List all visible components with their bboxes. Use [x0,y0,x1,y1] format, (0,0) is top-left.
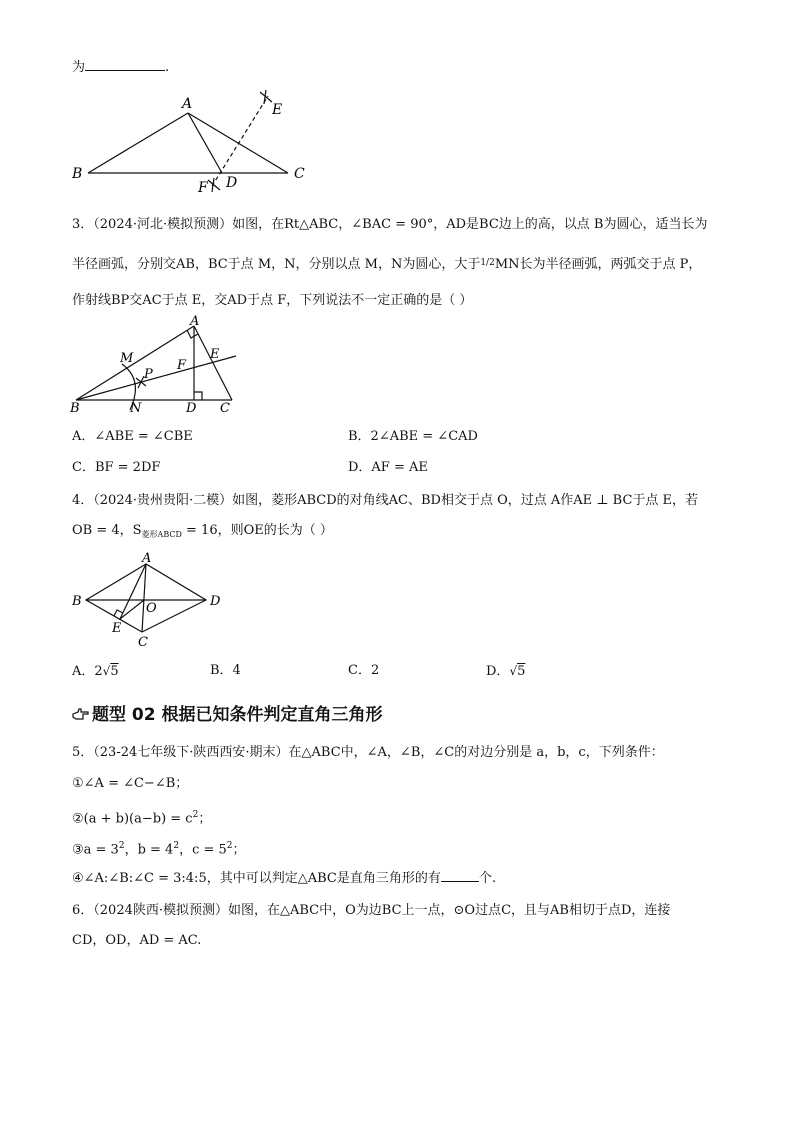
label-f: F [198,180,208,196]
sqrt-icon: √ [102,664,111,678]
q5-condition-2: ②(a + $b)(a-b) = c^2$； [72,810,212,827]
q4-line-2: OB = 4，$S_{菱形ABCD} = 16$，则OE的长为（ ） [72,523,333,539]
figure-1-triangle [60,88,320,198]
label-c: C [294,166,305,182]
label-e: E [272,102,283,118]
label-p: P [144,367,153,382]
segment-oe [120,600,144,619]
label-d: D [226,175,238,191]
q3-option-a[interactable]: A．∠ABE = ∠CBE [72,429,193,444]
answer-line: 为 . [72,60,170,75]
answer-blank [85,58,165,71]
segment-ac [194,326,232,400]
q5-line-1: 5．（23-24七年级下·陕西西安·期末）在△ABC中，∠A，∠B，∠C的对边分别是 a，b，c，下列条件： [72,745,664,760]
label-e: E [112,621,122,636]
segment-ac [188,113,288,173]
fraction-half: 1/2 [480,258,495,268]
q4-option-d[interactable]: D．√5 [486,664,526,679]
label-b: B [72,594,82,609]
q6-line-1: 6．（2024陕西·模拟预测）如图，在△ABC中，O为边BC上一点，⊙O过点C，且与AB相切于点D，连接 [72,903,671,918]
q4-option-c[interactable]: C．2 [348,663,380,678]
label-n: N [130,401,142,416]
q5-condition-1: ①∠A = ∠C−∠B； [72,776,189,791]
q3-line-2: 半径画弧，分别交AB，BC于点 M，N，分别以点 M，N为圆心，大于$^{1/2}$MN长为半径画弧，两弧交于点 P， [72,257,702,272]
figure-2-right-triangle [60,314,260,418]
q5-condition-3: ③a = $3^2$，$b = 4^2$，$c = 5^2$； [72,841,246,858]
q3-option-c[interactable]: C．BF = 2DF [72,460,161,475]
q3-option-d[interactable]: D．AF = AE [348,460,428,475]
label-f: F [177,358,187,373]
segment-ad [188,113,222,173]
subscript-rhombus: 菱形ABCD [141,530,182,539]
q6-line-2: CD，OD，AD = AC. [72,933,202,948]
label-d: D [186,401,197,416]
label-d: D [210,594,221,609]
q4-option-b[interactable]: B．4 [210,663,241,678]
q3-option-b[interactable]: B．2∠ABE = ∠CAD [348,429,478,444]
answer-blank [441,869,479,882]
label-a: A [182,96,193,112]
right-angle-d [194,392,202,400]
q3-line-3: 作射线BP交AC于点 E，交AD于点 F，下列说法不一定正确的是（ ） [72,293,473,308]
label-b: B [70,401,80,416]
q4-line-1: 4．（2024·贵州贵阳·二模）如图，菱形ABCD的对角线AC、BD相交于点 O，过点 A作AE ⊥ BC于点 E，若 [72,493,699,508]
label-m: M [120,351,134,366]
diagonal-ac [142,564,146,632]
q5-condition-4: ④∠A:∠B:∠C = 3:4:5，其中可以判定△ABC是直角三角形的有 个. [72,871,496,886]
label-c: C [220,401,230,416]
q4-option-a[interactable]: A．2√5 [72,664,119,679]
sqrt-icon: √ [509,664,518,678]
q3-line-1: 3．（2024·河北·模拟预测）如图，在Rt△ABC，∠BAC = 90°，AD是BC边上的高，以点 B为圆心，适当长为 [72,217,708,232]
label-a: A [142,552,152,566]
label-b: B [72,166,83,182]
ray-bp [76,356,236,400]
label-a: A [190,314,200,329]
figure-3-rhombus [62,552,232,648]
pointing-hand-icon [72,706,90,722]
segment-ab [88,113,188,173]
label-e: E [210,347,220,362]
label-c: C [138,635,148,648]
section-heading: 题型 02 根据已知条件判定直角三角形 [72,700,383,725]
label-o: O [146,601,157,616]
